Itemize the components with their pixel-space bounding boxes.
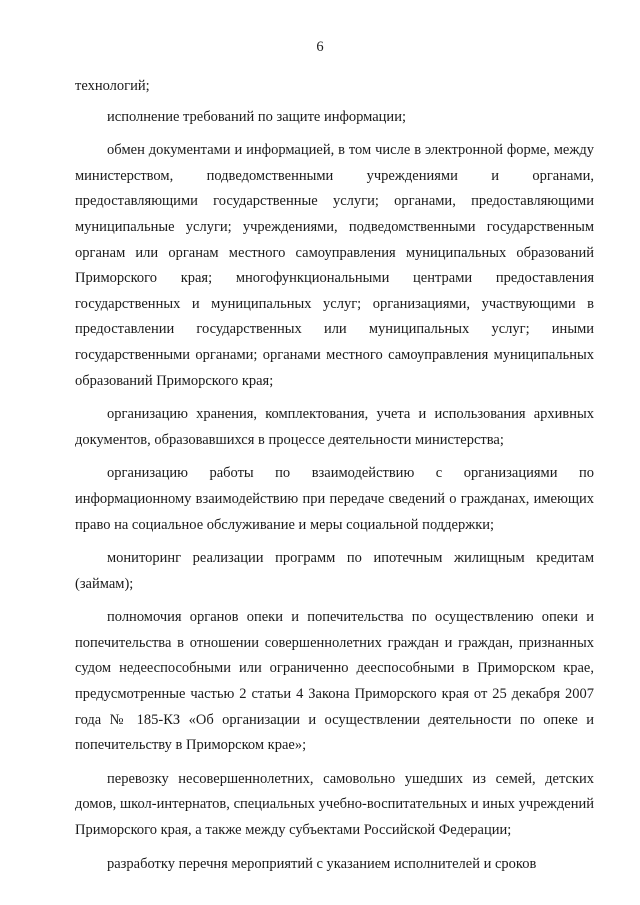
paragraph: перевозку несовершеннолетних, самовольно ушедших из семей, детских домов, школ-интернатов, специальных учебно-воспитательных и иных учреждений Приморского края, а также между субъектами Российской Федерации; (75, 770, 594, 839)
paragraph: разработку перечня мероприятий с указанием исполнителей и сроков (107, 855, 537, 872)
paragraph: мониторинг реализации программ по ипотечным жилищным кредитам (займам); (75, 550, 594, 592)
paragraph: организацию работы по взаимодействию с организациями по информационному взаимодействию при передаче сведений о гражданах, имеющих право на социальное обслуживание и меры социальной поддержки; (75, 465, 594, 533)
paragraph: технологий; (75, 78, 150, 94)
page-number: 6 (316, 39, 324, 55)
paragraph: исполнение требований по защите информации; (107, 108, 406, 125)
document-body (75, 74, 594, 885)
paragraph: полномочия органов опеки и попечительства по осуществлению опеки и попечительства в отношении совершеннолетних граждан и граждан, признанных судом недееспособными или ограниченно дееспособными в Приморском крае, предусмотренные частью 2 статьи 4 Закона Приморского края от 25 декабря 2007 года № 185-КЗ «Об организации и осуществлении деятельности по опеке и попечительству в Приморском крае»; (75, 609, 594, 754)
paragraph: организацию хранения, комплектования, учета и использования архивных документов, образовавшихся в процессе деятельности министерства; (75, 406, 594, 448)
paragraph: обмен документами и информацией, в том числе в электронной форме, между министерством, подведомственными учреждениями и органами, предоставляющими государственные услуги; органами, предоставляющими муниципальные услуги; учреждениями, подведомственными государственным органам или органам местного самоуправления муниципальных образований Приморского края; многофункциональными центрами предоставления государственных и муниципальных услуг; организациями, участвующими в предоставлении государственных или муниципальных услуг; иными государственными органами; органами местного самоуправления муниципальных образований Приморского края; (75, 142, 594, 389)
